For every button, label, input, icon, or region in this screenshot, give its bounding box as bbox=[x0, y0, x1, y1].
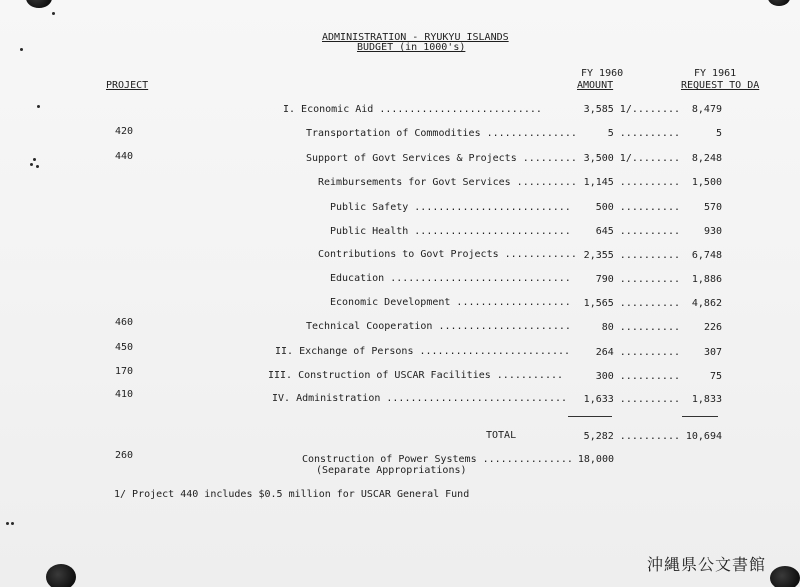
row-label: Technical Cooperation ...................... bbox=[306, 321, 571, 332]
row-project: 460 bbox=[115, 317, 134, 328]
row-fy1960: 80 .......... bbox=[601, 322, 680, 333]
row-label: I. Economic Aid ........................... bbox=[283, 104, 542, 115]
row-fy1960: 2,355 .......... bbox=[583, 250, 680, 261]
binder-hole-top-right bbox=[768, 0, 790, 6]
row-fy1960: 1,633 .......... bbox=[583, 394, 680, 405]
column-header-project: PROJECT bbox=[106, 80, 149, 91]
row-fy1961: 4,862 bbox=[691, 298, 722, 309]
row-project: 440 bbox=[115, 151, 134, 162]
row-fy1960: 500 .......... bbox=[595, 202, 680, 213]
row-project: 420 bbox=[115, 126, 134, 137]
speck bbox=[37, 105, 40, 108]
document-subtitle: BUDGET (in 1000's) bbox=[357, 42, 466, 53]
binder-hole-bottom-left bbox=[46, 564, 76, 587]
row-label: Public Health .......................... bbox=[330, 226, 571, 237]
row-fy1961: 8,479 bbox=[691, 104, 722, 115]
speck bbox=[30, 163, 33, 166]
row-fy1961: 1,500 bbox=[691, 177, 722, 188]
row-project: 170 bbox=[115, 366, 134, 377]
row-fy1960: 645 .......... bbox=[595, 226, 680, 237]
row-fy1960: 3,585 1/........ bbox=[583, 104, 680, 115]
total-rule-fy1960 bbox=[568, 416, 612, 417]
row-label-note: (Separate Appropriations) bbox=[316, 465, 467, 476]
row-project: 260 bbox=[115, 450, 134, 461]
document-title: ADMINISTRATION - RYUKYU ISLANDS bbox=[322, 32, 509, 43]
row-fy1961: 930 bbox=[703, 226, 722, 237]
row-fy1960: 3,500 1/........ bbox=[583, 153, 680, 164]
footnote: 1/ Project 440 includes $0.5 million for USCAR General Fund bbox=[114, 489, 470, 500]
row-label: Contributions to Govt Projects ............ bbox=[318, 249, 577, 260]
speck bbox=[6, 522, 9, 525]
row-project: 450 bbox=[115, 342, 134, 353]
row-fy1960: 264 .......... bbox=[595, 347, 680, 358]
row-fy1961: 5 bbox=[715, 128, 722, 139]
row-project: 410 bbox=[115, 389, 134, 400]
binder-hole-top-left bbox=[26, 0, 52, 8]
column-header-fy1960-amount: AMOUNT bbox=[577, 80, 614, 91]
row-label: Support of Govt Services & Projects ......... bbox=[306, 153, 577, 164]
row-label: Education .............................. bbox=[330, 273, 571, 284]
row-fy1961: 1,833 bbox=[691, 394, 722, 405]
archive-stamp: 沖縄県公文書館 bbox=[646, 555, 766, 574]
speck bbox=[52, 12, 55, 15]
row-fy1961: 307 bbox=[703, 347, 722, 358]
total-fy1960: 5,282 .......... bbox=[583, 431, 680, 442]
row-fy1961: 8,248 bbox=[691, 153, 722, 164]
row-fy1960: 18,000 bbox=[577, 454, 614, 465]
row-fy1961: 75 bbox=[709, 371, 722, 382]
binder-hole-bottom-right bbox=[770, 566, 800, 587]
row-fy1961: 570 bbox=[703, 202, 722, 213]
row-label: Economic Development ................... bbox=[330, 297, 571, 308]
row-label: IV. Administration .............................. bbox=[272, 393, 568, 404]
column-header-fy1961-request: REQUEST TO DA bbox=[681, 80, 760, 91]
row-label: Reimbursements for Govt Services .......... bbox=[318, 177, 577, 188]
row-label: Transportation of Commodities ............... bbox=[306, 128, 577, 139]
row-label: Public Safety .......................... bbox=[330, 202, 571, 213]
row-fy1961: 1,886 bbox=[691, 274, 722, 285]
speck bbox=[11, 522, 14, 525]
total-label: TOTAL bbox=[486, 430, 517, 441]
total-rule-fy1961 bbox=[682, 416, 718, 417]
row-label: II. Exchange of Persons ......................... bbox=[275, 346, 571, 357]
row-label: III. Construction of USCAR Facilities ........... bbox=[268, 370, 564, 381]
row-fy1961: 6,748 bbox=[691, 250, 722, 261]
row-fy1961: 226 bbox=[703, 322, 722, 333]
total-fy1961: 10,694 bbox=[685, 431, 722, 442]
speck bbox=[33, 158, 36, 161]
speck bbox=[36, 165, 39, 168]
column-header-fy1960: FY 1960 bbox=[581, 68, 624, 79]
row-fy1960: 790 .......... bbox=[595, 274, 680, 285]
row-fy1960: 1,565 .......... bbox=[583, 298, 680, 309]
row-fy1960: 5 .......... bbox=[607, 128, 680, 139]
row-fy1960: 300 .......... bbox=[595, 371, 680, 382]
row-fy1960: 1,145 .......... bbox=[583, 177, 680, 188]
row-label: Construction of Power Systems ............... bbox=[302, 454, 573, 465]
speck bbox=[20, 48, 23, 51]
column-header-fy1961: FY 1961 bbox=[694, 68, 737, 79]
